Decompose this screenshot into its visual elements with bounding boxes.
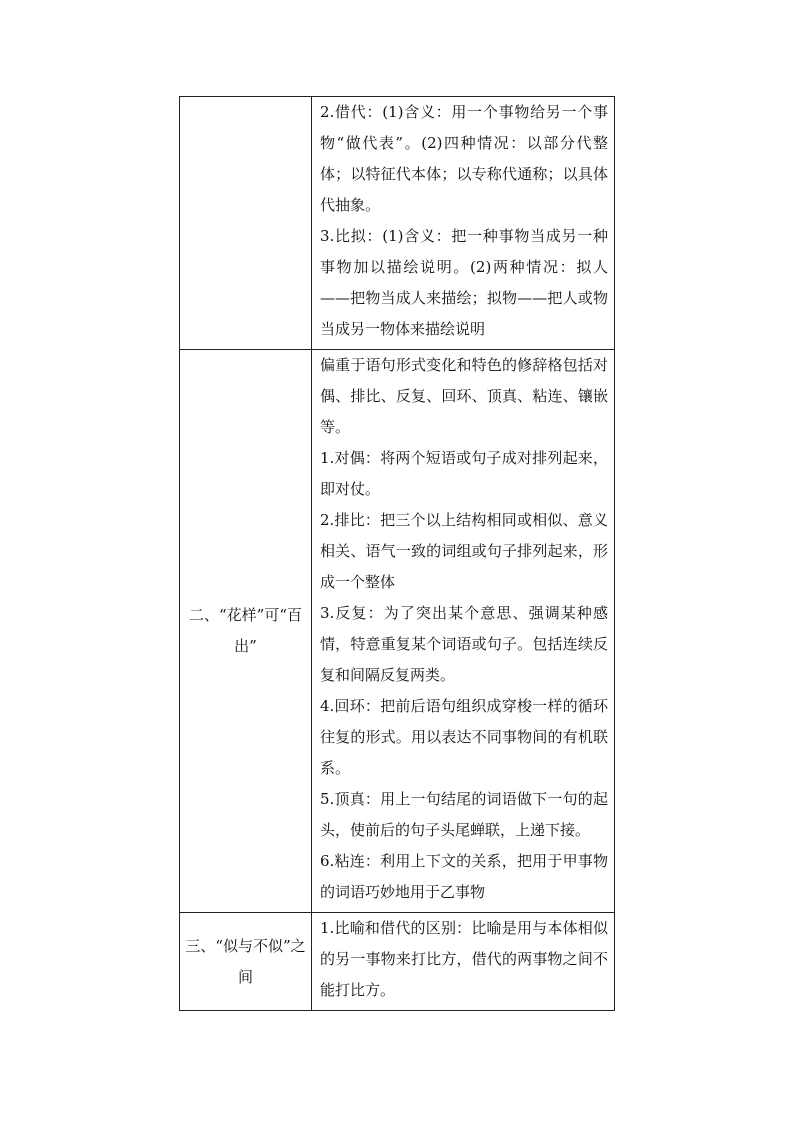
row-label: 三、“似与不似”之间 (180, 913, 312, 1011)
paragraph-anadiplosis: 5.顶真：用上一句结尾的词语做下一句的起头，使前后的句子头尾蝉联，上递下接。 (320, 790, 608, 839)
paragraph-antithesis: 1.对偶：将两个短语或句子成对排列起来，即对仗。 (320, 449, 608, 498)
row-content (312, 350, 615, 913)
table-row (180, 913, 615, 1011)
paragraph-distinction: 1.比喻和借代的区别：比喻是用与本体相似的另一事物来打比方，借代的两事物之间不能打比方。 (320, 919, 608, 999)
paragraph-metonymy: 2.借代：(1)含义：用一个事物给另一个事物“做代表”。(2)四种情况：以部分代整体；以特征代本体；以专称代通称；以具体代抽象。 (320, 103, 608, 214)
row-label (180, 97, 312, 350)
row-content (312, 913, 615, 1011)
table-row (180, 350, 615, 913)
paragraph-parallelism: 2.排比：把三个以上结构相同或相似、意义相关、语气一致的词组或句子排列起来，形成一个整体 (320, 511, 608, 591)
rhetoric-table (179, 96, 615, 1011)
paragraph-chiasmus: 4.回环：把前后语句组织成穿梭一样的循环往复的形式。用以表达不同事物间的有机联系。 (320, 697, 608, 777)
paragraph-zeugma: 6.粘连：利用上下文的关系，把用于甲事物的词语巧妙地用于乙事物 (320, 852, 608, 901)
paragraph-personification: 3.比拟：(1)含义：把一种事物当成另一种事物加以描绘说明。(2)两种情况：拟人——把物当成人来描绘；拟物——把人或物当成另一物体来描绘说明 (320, 227, 608, 338)
paragraph-repetition: 3.反复：为了突出某个意思、强调某种感情，特意重复某个词语或句子。包括连续反复和间隔反复两类。 (320, 604, 608, 684)
paragraph-intro: 偏重于语句形式变化和特色的修辞格包括对偶、排比、反复、回环、顶真、粘连、镶嵌等。 (320, 356, 608, 436)
table-row (180, 97, 615, 350)
row-label: 二、“花样”可“百出” (180, 350, 312, 913)
row-content (312, 97, 615, 350)
